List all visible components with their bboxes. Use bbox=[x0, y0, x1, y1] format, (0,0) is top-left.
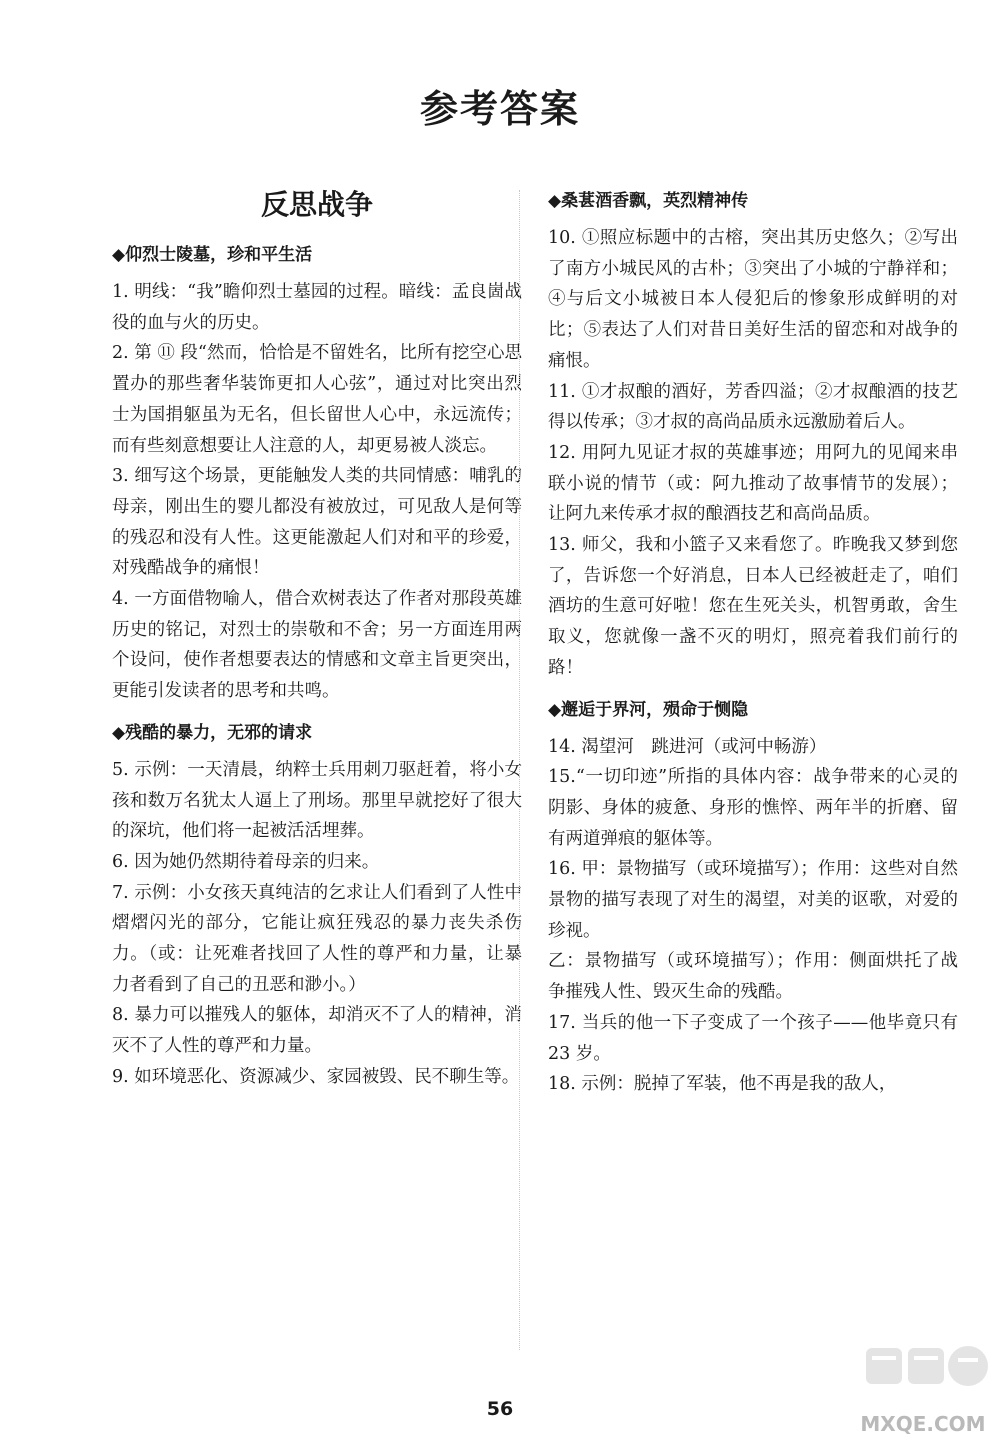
answer-18: 18. 示例：脱掉了军装，他不再是我的敌人， bbox=[548, 1074, 897, 1095]
subhead-2: ◆残酷的暴力，无邪的请求 bbox=[112, 722, 313, 743]
answer-10: 10. ①照应标题中的古榕，突出其历史悠久；②写出了南方小城民风的古朴；③突出了小城的宁静祥和；④与后文小城被日本人侵犯后的惨象形成鲜明的对比；⑤表达了人们对昔日美好生活的留恋和对战争的痛恨。 bbox=[548, 228, 958, 371]
right-column bbox=[548, 185, 958, 1100]
answer-5: 5. 示例：一天清晨，纳粹士兵用刺刀驱赶着，将小女孩和数万名犹太人逼上了刑场。那里早就挖好了很大的深坑，他们将一起被活活埋葬。 bbox=[112, 759, 522, 842]
answer-4: 4. 一方面借物喻人，借合欢树表达了作者对那段英雄历史的铭记，对烈士的崇敬和不舍；另一方面连用两个设问，使作者想要表达的情感和文章主旨更突出，更能引发读者的思考和共鸣。 bbox=[112, 589, 522, 702]
answer-16-jia: 16. 甲：景物描写（或环境描写）；作用：这些对自然景物的描写表现了对生的渴望，对美的讴歌，对爱的珍视。 bbox=[548, 859, 958, 941]
answer-2: 2. 第 ⑪ 段“然而，恰恰是不留姓名，比所有挖空心思置办的那些奢华装饰更扣人心弦”，通过对比突出烈士为国捐躯虽为无名，但长留世人心中，永远流传；而有些刻意想要让人注意的人，却更易被人淡忘。 bbox=[112, 343, 522, 456]
subhead-3: ◆桑葚酒香飘，英烈精神传 bbox=[548, 191, 749, 211]
answer-17: 17. 当兵的他一下子变成了一个孩子——他毕竟只有 23 岁。 bbox=[548, 1012, 958, 1064]
answer-14: 14. 渴望河 跳进河（或河中畅游） bbox=[548, 736, 827, 757]
page-title: 参考答案 bbox=[419, 87, 580, 131]
answer-1: 1. 明线：“我”瞻仰烈士墓园的过程。暗线：孟良崮战役的血与火的历史。 bbox=[112, 282, 522, 333]
answer-3: 3. 细写这个场景，更能触发人类的共同情感：哺乳的母亲，刚出生的婴儿都没有被放过，可见敌人是何等的残忍和没有人性。这更能激起人们对和平的珍爱，对残酷战争的痛恨！ bbox=[112, 466, 522, 579]
subhead-1: ◆仰烈士陵墓，珍和平生活 bbox=[112, 245, 313, 265]
answer-11: 11. ①才叔酿的酒好，芳香四溢；②才叔酿酒的技艺得以传承；③才叔的高尚品质永远激励着后人。 bbox=[548, 381, 958, 433]
answer-7: 7. 示例：小女孩天真纯洁的乞求让人们看到了人性中熠熠闪光的部分，它能让疯狂残忍的暴力丧失杀伤力。（或：让死难者找回了人性的尊严和力量，让暴力者看到了自己的丑恶和渺小。） bbox=[112, 882, 522, 995]
column-divider bbox=[519, 190, 520, 1350]
watermark-text: MXQE.COM bbox=[860, 1412, 986, 1436]
subhead-4: ◆邂逅于界河，殒命于恻隐 bbox=[548, 699, 749, 720]
page-number: 56 bbox=[486, 1398, 514, 1420]
answer-12: 12. 用阿九见证才叔的英雄事迹；用阿九的见闻来串联小说的情节（或：阿九推动了故事情节的发展）；让阿九来传承才叔的酿酒技艺和高尚品质。 bbox=[548, 442, 958, 525]
answer-15: 15.“一切印迹”所指的具体内容：战争带来的心灵的阴影、身体的疲惫、身形的憔悴、两年半的折磨、留有两道弹痕的躯体等。 bbox=[548, 767, 958, 849]
answer-9: 9. 如环境恶化、资源减少、家园被毁、民不聊生等。 bbox=[112, 1066, 520, 1087]
answer-6: 6. 因为她仍然期待着母亲的归来。 bbox=[112, 851, 380, 872]
answer-16-yi: 乙：景物描写（或环境描写）；作用：侧面烘托了战争摧残人性、毁灭生命的残酷。 bbox=[548, 951, 958, 1003]
answer-8: 8. 暴力可以摧残人的躯体，却消灭不了人的精神，消灭不了人性的尊严和力量。 bbox=[112, 1005, 522, 1057]
section-title: 反思战争 bbox=[260, 188, 373, 221]
answer-13: 13. 师父，我和小篮子又来看您了。昨晚我又梦到您了，告诉您一个好消息，日本人已经被赶走了，咱们酒坊的生意可好啦！您在生死关头，机智勇敢，舍生取义，您就像一盏不灭的明灯，照亮着我们前行的路！ bbox=[548, 535, 958, 678]
left-column bbox=[112, 185, 522, 1093]
